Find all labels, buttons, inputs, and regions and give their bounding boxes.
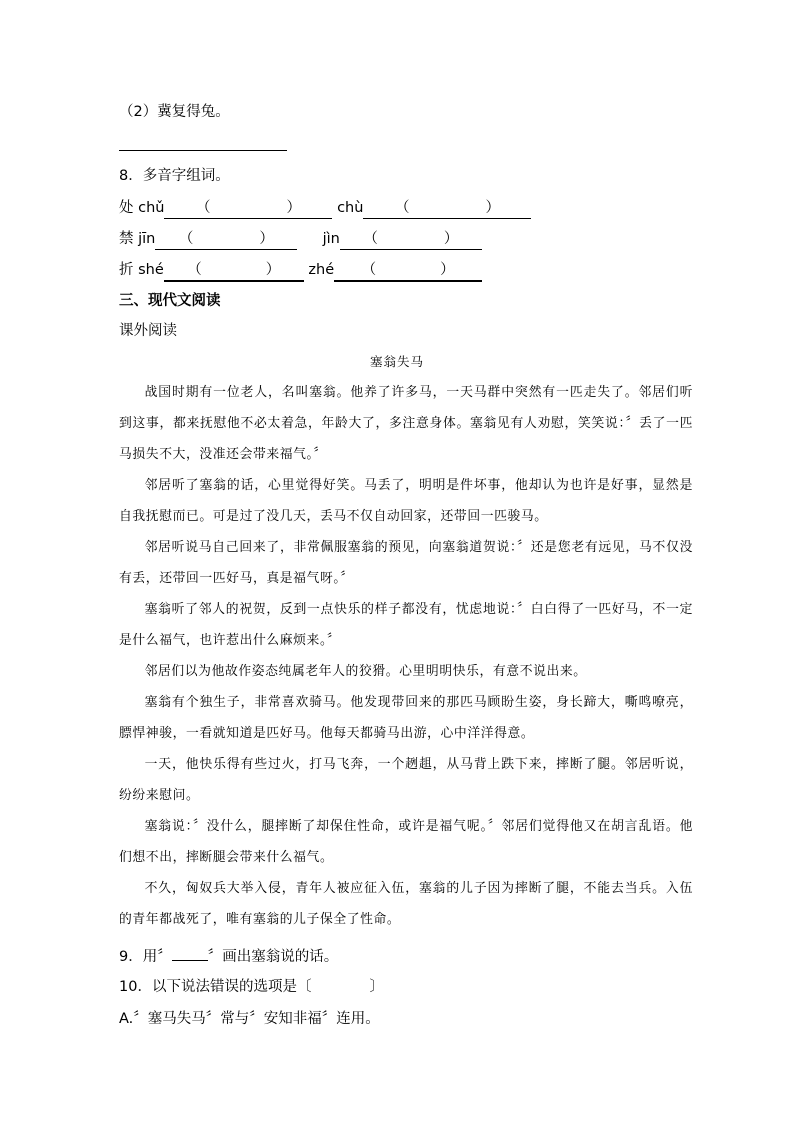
q9-prefix: 9．用〞 — [119, 949, 172, 965]
story-title: 塞翁失马 — [369, 354, 424, 369]
paren-open: （ — [394, 200, 410, 216]
answer-blank[interactable] — [164, 260, 304, 282]
answer-blank[interactable] — [164, 198, 332, 219]
pinyin-2: chù — [337, 200, 364, 216]
story-paragraph: 邻居们以为他故作姿态纯属老年人的狡猾。心里明明快乐，有意不说出来。 — [144, 664, 587, 679]
paren-close: ） — [485, 200, 500, 216]
paren-open: （ — [187, 262, 202, 278]
paren-close: ） — [440, 262, 455, 278]
answer-line[interactable] — [119, 150, 287, 151]
polyphone-char: 禁 — [119, 231, 134, 247]
polyphone-char: 折 — [119, 262, 134, 278]
answer-blank[interactable] — [363, 198, 531, 219]
story-paragraph: 塞翁说：〞没什么，腿摔断了却保住性命，或许是福气呢。〞邻居们觉得他又在胡言乱语。他们想不出，摔断腿会带来什么福气。 — [119, 819, 693, 865]
polyphone-row — [119, 229, 482, 250]
q9 — [119, 945, 338, 967]
answer-blank[interactable] — [340, 229, 482, 250]
polyphone-row — [119, 260, 482, 282]
q10-option-a[interactable]: A.〞塞马失马〞常与〞安知非福〞连用。 — [119, 1011, 380, 1027]
story-paragraph: 一天，他快乐得有些过火，打马飞奔，一个趔趄，从马背上跌下来，摔断了腿。邻居听说，纷纷来慰问。 — [119, 757, 693, 803]
q9-suffix: 〞画出塞翁说的话。 — [207, 949, 339, 965]
story-paragraph: 邻居听了塞翁的话，心里觉得好笑。马丢了，明明是件坏事，他却认为也许是好事，显然是自我抚慰而已。可是过了没几天，丢马不仅自动回家，还带回一匹骏马。 — [119, 478, 693, 524]
pinyin-1: chǔ — [138, 200, 165, 216]
answer-blank[interactable] — [155, 229, 297, 250]
paren-close: ） — [259, 231, 274, 247]
story-paragraph: 塞翁有个独生子，非常喜欢骑马。他发现带回来的那匹马顾盼生姿，身长蹄大，嘶鸣嘹亮，膘悍神骏，一看就知道是匹好马。他每天都骑马出游，心中洋洋得意。 — [119, 695, 693, 741]
paren-open: （ — [363, 231, 378, 247]
paren-close: ） — [286, 200, 301, 216]
polyphone-row — [119, 198, 531, 219]
q10-title: 10．以下说法错误的选项是〔 〕 — [119, 979, 384, 995]
polyphone-char: 处 — [119, 200, 134, 216]
section-title: 三、现代文阅读 — [119, 293, 221, 309]
q7-item-2: （2）冀复得兔。 — [119, 104, 230, 120]
paren-open: （ — [361, 262, 377, 278]
paren-open: （ — [195, 200, 211, 216]
answer-blank[interactable] — [172, 945, 208, 961]
pinyin-1: shé — [138, 262, 164, 278]
answer-blank[interactable] — [334, 260, 482, 282]
q8-title: 8．多音字组词。 — [119, 168, 230, 184]
paren-open: （ — [178, 231, 194, 247]
section-subtitle: 课外阅读 — [119, 323, 177, 339]
story-paragraph: 塞翁听了邻人的祝贺，反到一点快乐的样子都没有，忧虑地说：〞白白得了一匹好马，不一定是什么福气，也许惹出什么麻烦来。〞 — [119, 602, 693, 648]
paren-close: ） — [265, 262, 281, 278]
pinyin-2: jìn — [322, 231, 340, 247]
story-paragraph: 邻居听说马自己回来了，非常佩服塞翁的预见，向塞翁道贺说：〞还是您老有远见，马不仅没有丢，还带回一匹好马，真是福气呀。〞 — [119, 540, 693, 586]
pinyin-2: zhé — [308, 262, 335, 278]
story-paragraph: 不久，匈奴兵大举入侵，青年人被应征入伍，塞翁的儿子因为摔断了腿，不能去当兵。入伍的青年都战死了，唯有塞翁的儿子保全了性命。 — [119, 881, 693, 927]
paren-close: ） — [443, 231, 459, 247]
story-paragraph: 战国时期有一位老人，名叫塞翁。他养了许多马，一天马群中突然有一匹走失了。邻居们听到这事，都来抚慰他不必太着急，年龄大了，多注意身体。塞翁见有人劝慰，笑笑说：〞丢了一匹马损失不大，没准还会带来福气。〞 — [119, 385, 693, 462]
pinyin-1: jīn — [138, 231, 156, 247]
